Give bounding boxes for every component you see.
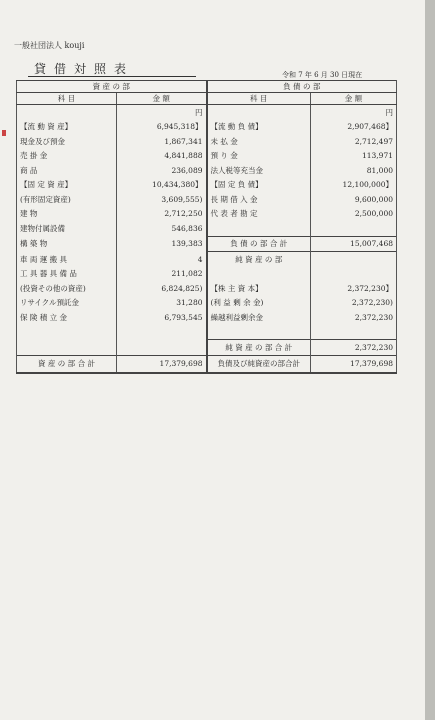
- liability-item: 純 資 産 の 部: [207, 252, 311, 267]
- liability-item: 純 資 産 の 部 合 計: [207, 340, 311, 356]
- assets-total-label: 資 産 の 部 合 計: [17, 355, 117, 373]
- asset-item: 建物付属設備: [17, 221, 117, 236]
- liability-amount: 2,372,230: [311, 310, 397, 325]
- liability-amount: [311, 221, 397, 236]
- asset-item: 売 掛 金: [17, 149, 117, 164]
- assets-section-header: 資 産 の 部: [17, 81, 207, 93]
- liability-amount: [311, 252, 397, 267]
- asset-amount: 3,609,555): [117, 192, 207, 207]
- assets-item-header: 科 目: [17, 93, 117, 105]
- asset-item: (有形固定資産): [17, 192, 117, 207]
- liability-amount: 2,372,230: [311, 340, 397, 356]
- liability-amount: 15,007,468: [311, 236, 397, 252]
- balance-sheet-table: [16, 80, 397, 374]
- liabilities-section-header: 負 債 の 部: [207, 81, 397, 93]
- liab-total-label: 負債及び純資産の部合計: [207, 355, 311, 373]
- table-row: [17, 310, 397, 325]
- table-row: [17, 134, 397, 149]
- asset-item: 商 品: [17, 163, 117, 178]
- grand-total-row: [17, 355, 397, 373]
- liability-item: 負 債 の 部 合 計: [207, 236, 311, 252]
- asset-amount: 236,089: [117, 163, 207, 178]
- table-row: [17, 149, 397, 164]
- table-row: [17, 192, 397, 207]
- asset-amount: 4: [117, 252, 207, 267]
- asset-amount: 4,841,888: [117, 149, 207, 164]
- table-row: [17, 163, 397, 178]
- asset-amount: 546,836: [117, 221, 207, 236]
- asset-amount: 1,867,341: [117, 134, 207, 149]
- asset-amount: 6,793,545: [117, 310, 207, 325]
- asset-amount: [117, 340, 207, 356]
- liab-item-header: 科 目: [207, 93, 311, 105]
- liability-item: 【流 動 負 債】: [207, 120, 311, 135]
- liability-amount: 12,100,000】: [311, 178, 397, 193]
- unit-row: [17, 105, 397, 120]
- liability-item: 【株 主 資 本】: [207, 281, 311, 296]
- asset-amount: 6,824,825): [117, 281, 207, 296]
- background-edge: [425, 0, 435, 720]
- liability-item: [207, 325, 311, 340]
- asset-item: 現金及び預金: [17, 134, 117, 149]
- organization-name: 一般社団法人 kouji: [14, 41, 85, 50]
- liability-item: 【固 定 負 債】: [207, 178, 311, 193]
- liability-amount: 81,000: [311, 163, 397, 178]
- table-row: [17, 252, 397, 267]
- title-underline: [28, 76, 196, 77]
- assets-total-amount: 17,379,698: [117, 355, 207, 373]
- asset-item: 工 具 器 具 備 品: [17, 267, 117, 282]
- liability-amount: 2,500,000: [311, 207, 397, 222]
- table-row: [17, 207, 397, 222]
- liability-amount: 9,600,000: [311, 192, 397, 207]
- table-row: [17, 267, 397, 282]
- liability-item: 繰越利益剰余金: [207, 310, 311, 325]
- table-row: [17, 281, 397, 296]
- table-row: [17, 325, 397, 340]
- asset-amount: 211,082: [117, 267, 207, 282]
- table-row: [17, 340, 397, 356]
- asset-amount: 139,383: [117, 236, 207, 252]
- liability-amount: 2,372,230】: [311, 281, 397, 296]
- asset-amount: [117, 325, 207, 340]
- asset-amount: 6,945,318】: [117, 120, 207, 135]
- asset-item: (投資その他の資産): [17, 281, 117, 296]
- asset-item: 構 築 物: [17, 236, 117, 252]
- liab-total-amount: 17,379,698: [311, 355, 397, 373]
- asset-amount: 2,712,250: [117, 207, 207, 222]
- asset-amount: 10,434,380】: [117, 178, 207, 193]
- liability-item: [207, 267, 311, 282]
- table-row: [17, 296, 397, 311]
- assets-amount-header: 金 額: [117, 93, 207, 105]
- asset-item: 【固 定 資 産】: [17, 178, 117, 193]
- statement-date: 令和 7 年 6 月 30 日現在: [282, 71, 363, 79]
- liability-amount: 2,712,497: [311, 134, 397, 149]
- liability-item: 代 表 者 勘 定: [207, 207, 311, 222]
- document-title: 貸借対照表: [34, 62, 135, 76]
- asset-item: 建 物: [17, 207, 117, 222]
- liability-item: (利 益 剰 余 金): [207, 296, 311, 311]
- asset-item: 保 険 積 立 金: [17, 310, 117, 325]
- table-row: [17, 178, 397, 193]
- liability-amount: 113,971: [311, 149, 397, 164]
- balance-sheet-rows: [17, 120, 397, 356]
- asset-item: [17, 340, 117, 356]
- liab-amount-header: 金 額: [311, 93, 397, 105]
- liability-item: 長 期 借 入 金: [207, 192, 311, 207]
- assets-unit: 円: [117, 105, 207, 120]
- liability-item: 未 払 金: [207, 134, 311, 149]
- liability-amount: 2,372,230): [311, 296, 397, 311]
- asset-item: 【流 動 資 産】: [17, 120, 117, 135]
- column-header-row: [17, 93, 397, 105]
- table-row: [17, 236, 397, 252]
- asset-amount: 31,280: [117, 296, 207, 311]
- liability-amount: [311, 267, 397, 282]
- asset-item: リサイクル預託金: [17, 296, 117, 311]
- liability-item: 法人税等充当金: [207, 163, 311, 178]
- section-header-row: [17, 81, 397, 93]
- asset-item: 車 両 運 搬 具: [17, 252, 117, 267]
- liability-item: 預 り 金: [207, 149, 311, 164]
- liability-amount: 2,907,468】: [311, 120, 397, 135]
- table-row: [17, 120, 397, 135]
- liability-item: [207, 221, 311, 236]
- red-tab-mark: [2, 130, 6, 136]
- asset-item: [17, 325, 117, 340]
- liab-unit: 円: [311, 105, 397, 120]
- liability-amount: [311, 325, 397, 340]
- table-row: [17, 221, 397, 236]
